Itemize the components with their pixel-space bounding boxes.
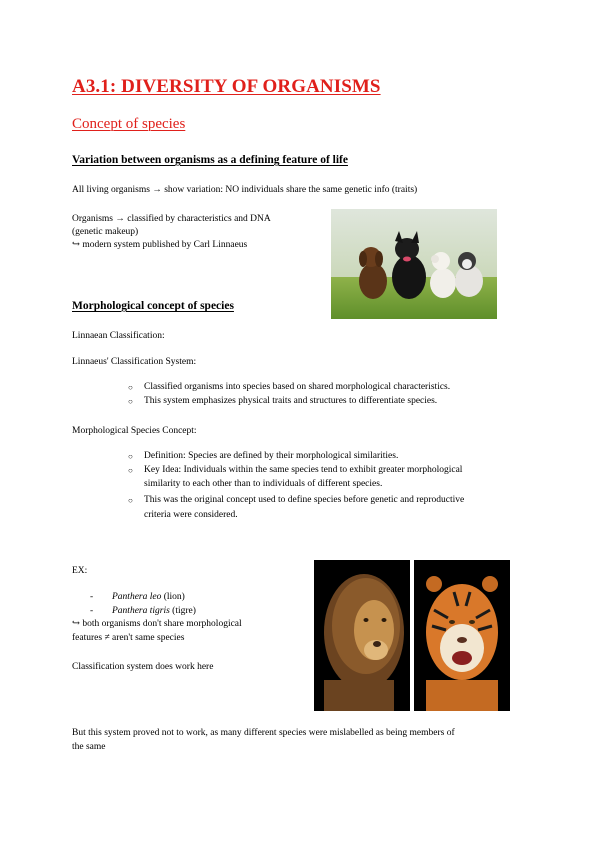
page-title: A3.1: DIVERSITY OF ORGANISMS: [72, 76, 381, 97]
list-item: ○ Classified organisms into species based on shared morphological characteristics.: [128, 381, 450, 395]
label-linnaeus-system: Linnaeus' Classification System:: [72, 357, 197, 367]
text-variation-line1: All living organisms → show variation: NO individuals share the same genetic info (traits): [72, 185, 418, 195]
dogs-photo: [331, 209, 497, 319]
bullet-list-morphological: [128, 450, 462, 477]
list-item: [88, 604, 196, 618]
list-item-continuation: criteria were considered.: [144, 510, 238, 520]
text-closing-line2: the same: [72, 742, 106, 752]
species-name: Panthera leo: [112, 592, 162, 602]
text-classified-line: Organisms → classified by characteristics and DNA: [72, 214, 271, 224]
text-example-line2: features ≠ aren't same species: [72, 633, 185, 643]
list-item-continuation: similarity to each other than to individuals of different species.: [144, 479, 383, 489]
list-item: ○ This was the original concept used to define species before genetic and reproductive: [128, 494, 464, 508]
text-example-line1: ↪ both organisms don't share morphological: [72, 619, 242, 629]
text-linnaeus-note: ↪ modern system published by Carl Linnaeus: [72, 240, 248, 250]
text-genetic-makeup: (genetic makeup): [72, 227, 139, 237]
example-species-list: [88, 590, 196, 618]
list-item: ○ Key Idea: Individuals within the same species tend to exhibit greater morphological: [128, 464, 462, 478]
lion-photo: [314, 560, 410, 711]
common-name: (lion): [161, 592, 185, 602]
section-subtitle: Concept of species: [72, 116, 186, 132]
bullet-list-morphological-cont: [128, 494, 464, 508]
label-linnaean-classification: Linnaean Classification:: [72, 331, 165, 341]
text-example-line3: Classification system does work here: [72, 662, 214, 672]
label-morphological-concept: Morphological Species Concept:: [72, 426, 197, 436]
list-item: ○ This system emphasizes physical traits and structures to differentiate species.: [128, 395, 450, 409]
bullet-list-linnaeus: [128, 381, 450, 408]
text-closing-line1: But this system proved not to work, as many different species were mislabelled as being members of: [72, 728, 455, 738]
list-item: ○ Definition: Species are defined by their morphological similarities.: [128, 450, 462, 464]
species-name: Panthera tigris: [112, 606, 170, 616]
heading-variation: Variation between organisms as a defining feature of life: [72, 154, 348, 166]
list-item: [88, 590, 196, 604]
label-example: EX:: [72, 566, 88, 576]
heading-morphological: Morphological concept of species: [72, 300, 234, 312]
tiger-photo: [414, 560, 510, 711]
common-name: (tigre): [169, 606, 196, 616]
